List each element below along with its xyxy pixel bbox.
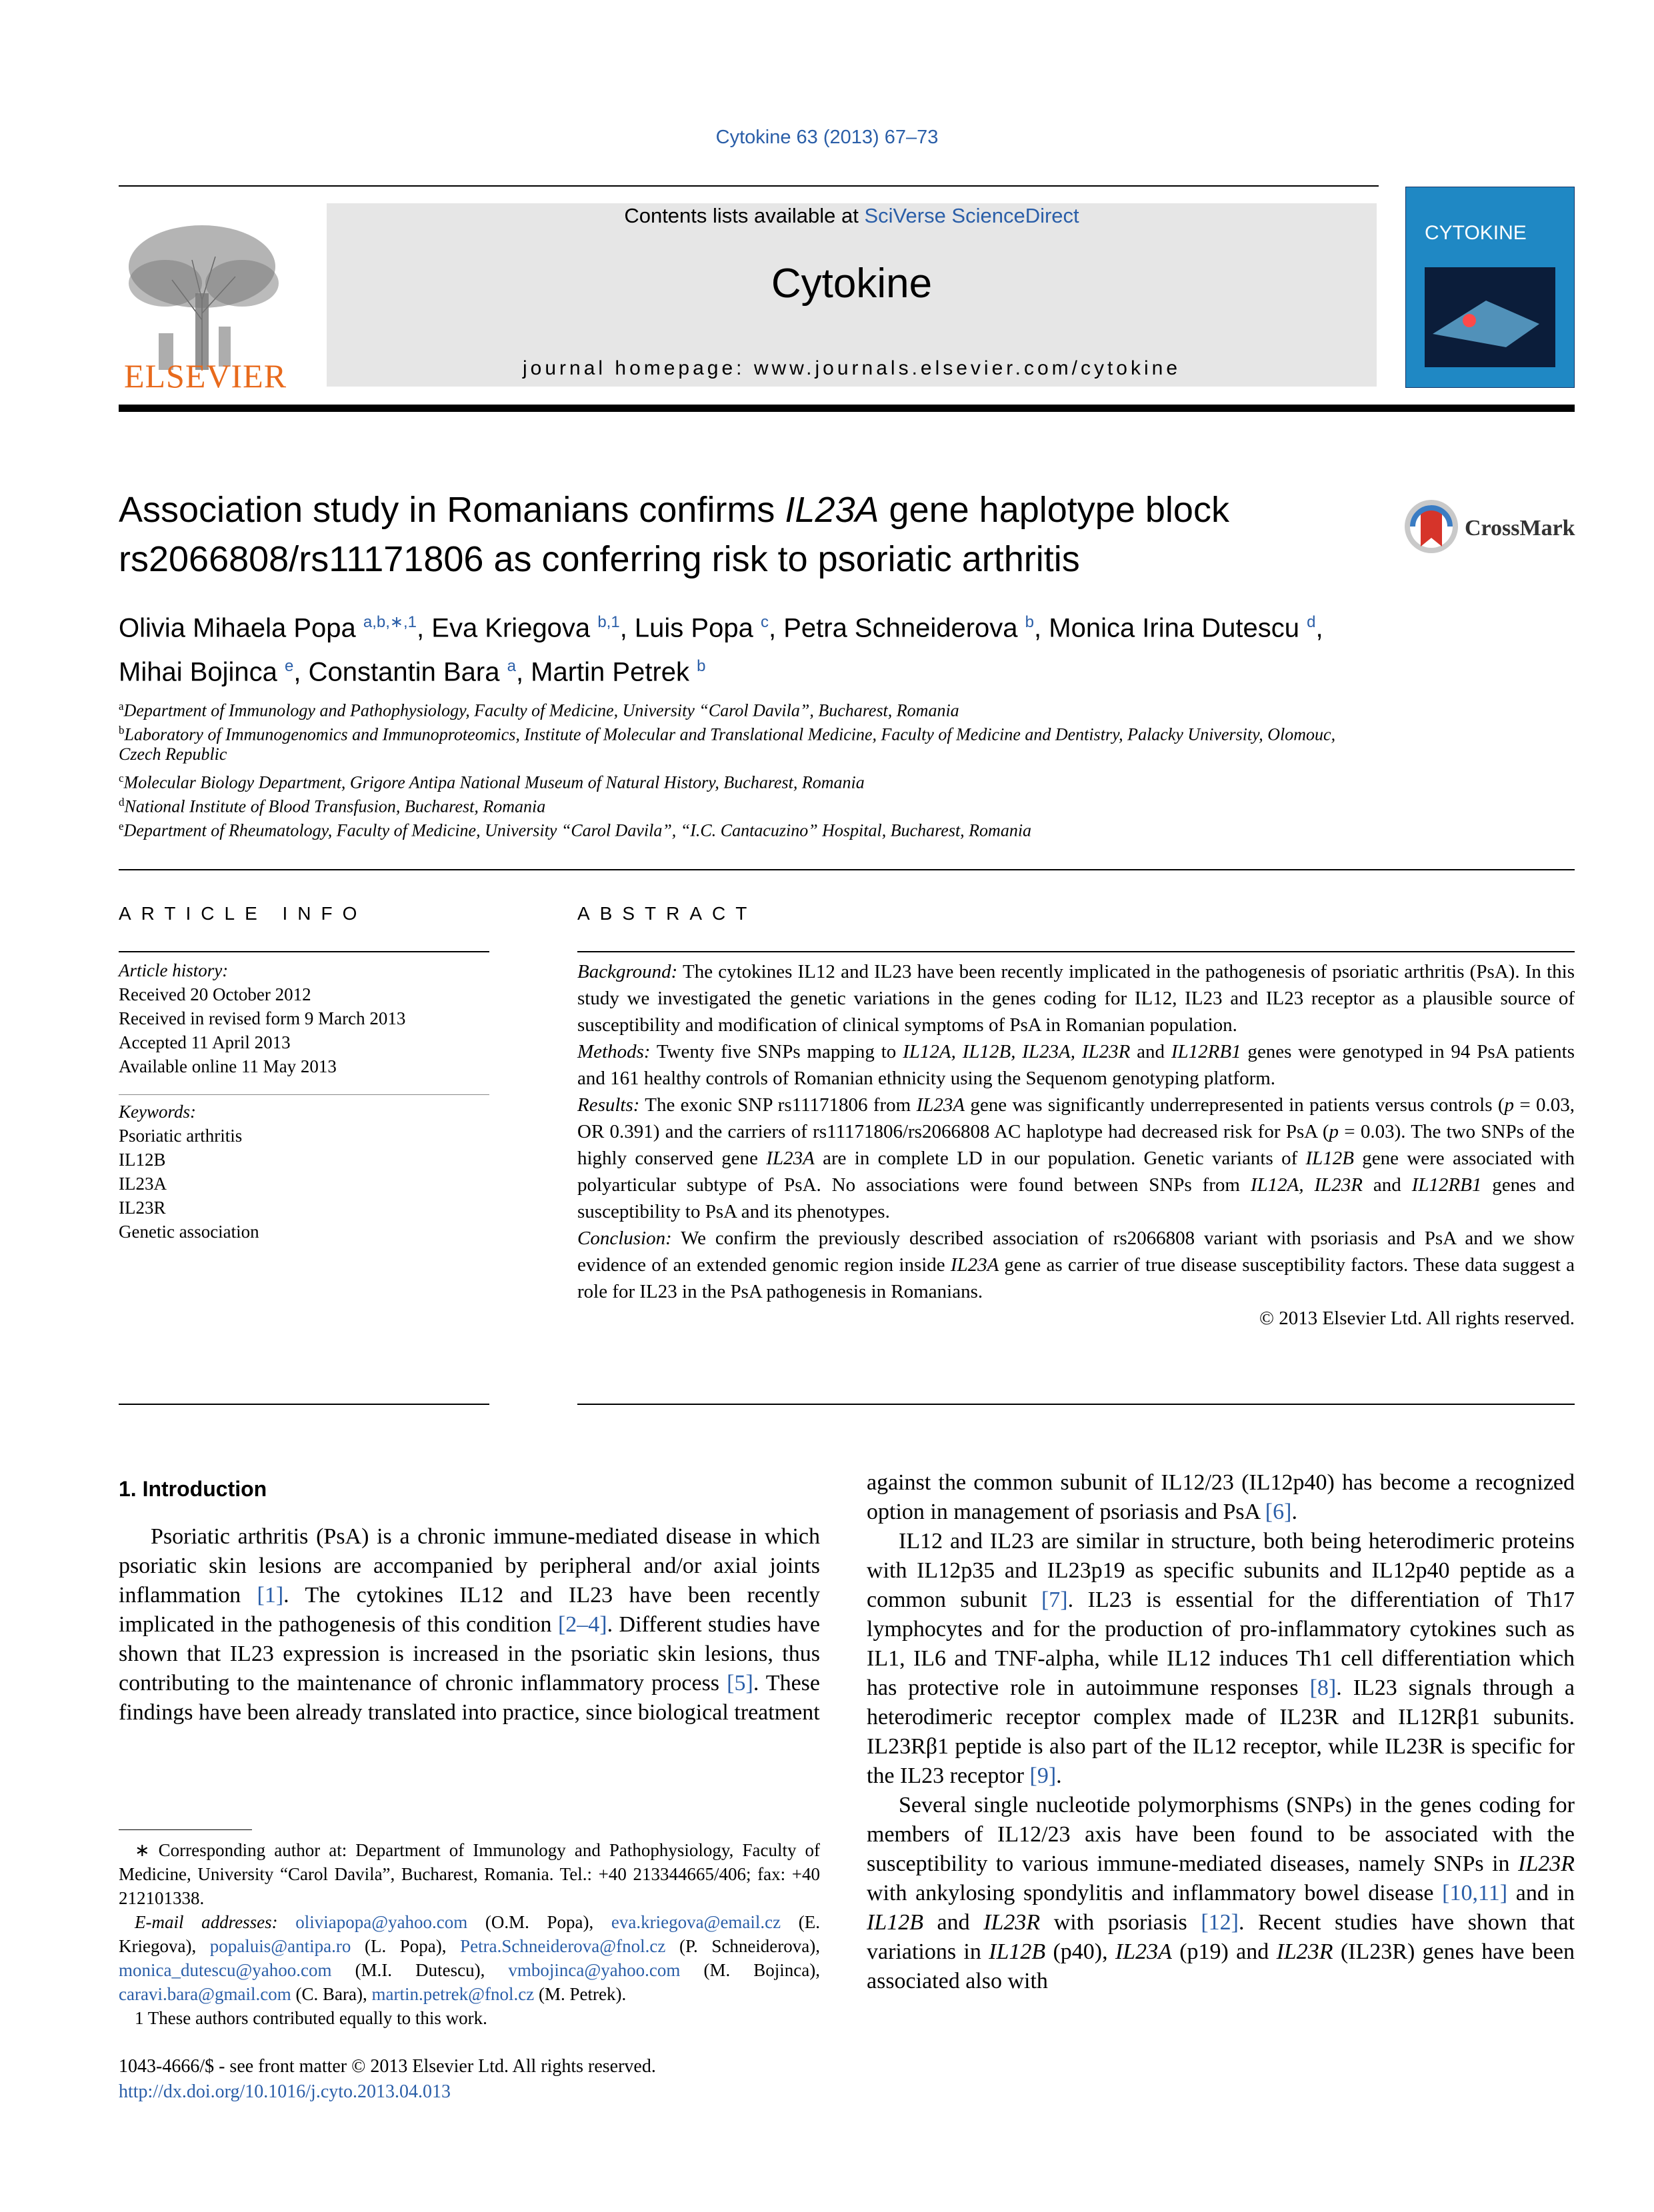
- affiliation-rule: [119, 869, 1575, 870]
- paragraph: IL12 and IL23 are similar in structure, both being heterodimeric proteins with IL12p35 and IL23p19 as specific subunits and IL12p40 peptide as a common subunit [7]. IL23 is essential for the differentiation of Th17 lymphocytes and for the production of pro-inflammatory cytokines such as IL1, IL6 and TNF-alpha, while IL12 induces Th1 cell differentiation which has protective role in autoimmune responses [8]. IL23 signals through a heterodimeric receptor complex made of IL23R and IL12Rβ1 subunits. IL23Rβ1 peptide is also part of the IL12 receptor, while IL23R is specific for the IL23 receptor [9].: [867, 1529, 1575, 1788]
- journal-cover: [1405, 187, 1575, 388]
- header-rule: [119, 185, 1379, 187]
- abstract-conclusion: Conclusion: We confirm the previously described association of rs2066808 variant with psoriasis and PsA and we show evidence of an extended genomic region inside IL23A gene as carrier of true disease susceptibility factors. These data suggest a role for IL23 in the PsA pathogenesis in Romanians.: [577, 1228, 1575, 1302]
- email-link[interactable]: monica_dutescu@yahoo.com: [119, 1960, 332, 1980]
- affiliation: $^e$Department of Rheumatology, Faculty of Medicine, University “Carol Davila”, “I.C. Cantacuzino” Hospital, Bucharest, Romania: [119, 820, 1032, 840]
- journal-reference[interactable]: Cytokine 63 (2013) 67–73: [715, 127, 939, 148]
- cover-image: [1406, 187, 1574, 387]
- paragraph: Several single nucleotide polymorphisms (SNPs) in the genes coding for members of IL12/23 axis have been found to be associated with the susceptibility to various immune-mediated diseases, namely SNPs in IL23R with ankylosing spondylitis and inflammatory bowel disease [10,11] and in IL12B and IL23R with psoriasis [12]. Recent studies have shown that variations in IL12B (p40), IL23A (p19) and IL23R (IL23R) genes have been associated also with: [867, 1793, 1575, 1993]
- email-link[interactable]: caravi.bara@gmail.com: [119, 1984, 291, 2004]
- keyword: IL12B: [119, 1150, 166, 1170]
- history-item: Available online 11 May 2013: [119, 1056, 337, 1076]
- bottom-publication-info: [119, 2054, 656, 2105]
- title-line-1: Association study in Romanians confirms IL23A gene haplotype block: [119, 490, 1229, 530]
- abstract-background: Background: The cytokines IL12 and IL23 have been recently implicated in the pathogenesis of psoriatic arthritis (PsA). In this study we investigated the genetic variations in the genes coding for IL12, IL23 and IL23 receptor as a plausible source of susceptibility and modification of clinical symptoms of PsA in Romanian population.: [577, 961, 1575, 1036]
- affiliation: $^c$Molecular Biology Department, Grigore Antipa National Museum of Natural History, Bucharest, Romania: [119, 772, 865, 792]
- history-item: Received 20 October 2012: [119, 984, 311, 1004]
- author[interactable]: Luis Popa: [634, 613, 753, 643]
- keyword: Genetic association: [119, 1222, 259, 1242]
- paragraph: Psoriatic arthritis (PsA) is a chronic immune-mediated disease in which psoriatic skin lesions are accompanied by peripheral and/or axial joints inflammation [1]. The cytokines IL12 and IL23 have been recently implicated in the pathogenesis of this condition [2–4]. Different studies have shown that IL23 expression is increased in the psoriatic skin lesions, thus contributing to the maintenance of chronic inflammatory process [5]. These findings have been already translated into practice, since biological treatment: [119, 1524, 821, 1725]
- issn-line: 1043-4666/$ - see front matter © 2013 Elsevier Ltd. All rights reserved.: [119, 2056, 656, 2077]
- divider: [119, 1094, 489, 1095]
- keyword: IL23R: [119, 1198, 166, 1218]
- paragraph: against the common subunit of IL12/23 (IL12p40) has become a recognized option in management of psoriasis and PsA [6].: [867, 1470, 1575, 1524]
- crossmark-badge[interactable]: [1403, 497, 1577, 556]
- keywords: Keywords: Psoriatic arthritis IL12B IL23A IL23R Genetic association: [119, 1100, 489, 1244]
- abstract-methods: Methods: Twenty five SNPs mapping to IL12A, IL12B, IL23A, IL23R and IL12RB1 genes were genotyped in 94 PsA patients and 161 healthy controls of Romanian ethnicity using the Sequenom genotyping platform.: [577, 1041, 1575, 1089]
- abstract-heading: ABSTRACT: [577, 903, 757, 924]
- contents-prefix: Contents lists available at: [624, 204, 865, 227]
- history-item: Received in revised form 9 March 2013: [119, 1008, 406, 1028]
- email-link[interactable]: oliviapopa@yahoo.com: [295, 1912, 468, 1932]
- citation-link[interactable]: [7]: [1041, 1588, 1068, 1612]
- divider: [577, 951, 1575, 952]
- body-left-column: [119, 1474, 820, 1727]
- footnote-rule: [119, 1829, 252, 1830]
- header-thick-rule: [119, 405, 1575, 412]
- citation-link[interactable]: [8]: [1309, 1675, 1337, 1700]
- citation-link[interactable]: [9]: [1029, 1763, 1057, 1788]
- citation-link[interactable]: [10,11]: [1442, 1881, 1508, 1905]
- elsevier-wordmark: ELSEVIER: [123, 357, 287, 395]
- citation-link[interactable]: [5]: [727, 1671, 753, 1695]
- citation-link[interactable]: [6]: [1265, 1500, 1292, 1524]
- author-list: Olivia Mihaela Popa $^{a,b,∗,1}$, Eva Kriegova $^{b,1}$, Luis Popa $^c$, Petra Schneiderova $^b$, Monica Irina Dutescu $^d$, Mihai Bojinca $^e$, Constantin Bara $^a$, Martin Petrek $^b$: [119, 613, 1323, 687]
- author[interactable]: Petra Schneiderova: [783, 613, 1018, 643]
- abstract-results: Results: The exonic SNP rs11171806 from IL23A gene was significantly underrepresented in patients versus controls (p = 0.03, OR 0.391) and the carriers of rs11171806/rs2066808 AC haplotype had decreased risk for PsA (p = 0.03). The two SNPs of the highly conserved gene IL23A are in complete LD in our population. Genetic variants of IL12B gene were associated with polyarticular subtype of PsA. No associations were found between SNPs from IL12A, IL23R and IL12RB1 genes and susceptibility to PsA and its phenotypes.: [577, 1094, 1575, 1222]
- keyword: IL23A: [119, 1174, 167, 1194]
- body-right-column: [867, 1468, 1575, 1996]
- history-item: Accepted 11 April 2013: [119, 1032, 291, 1052]
- article-history: Article history: Received 20 October 2012 Received in revised form 9 March 2013 Accepted 11 April 2013 Available online 11 May 2013: [119, 958, 489, 1078]
- cover-title: CYTOKINE: [1425, 222, 1527, 244]
- author[interactable]: Olivia Mihaela Popa: [119, 613, 356, 643]
- email-link[interactable]: popaluis@antipa.ro: [209, 1936, 351, 1956]
- affiliation: Czech Republic: [119, 744, 227, 764]
- affiliation: $^a$Department of Immunology and Pathophysiology, Faculty of Medicine, University “Carol Davila”, Bucharest, Romania: [119, 700, 959, 720]
- affiliation: $^b$Laboratory of Immunogenomics and Immunoproteomics, Institute of Molecular and Translational Medicine, Faculty of Medicine and Dentistry, Palacky University, Olomouc,: [119, 724, 1336, 744]
- equal-contribution-note: 1 These authors contributed equally to this work.: [135, 2008, 487, 2028]
- author[interactable]: Martin Petrek: [531, 657, 690, 687]
- author[interactable]: Monica Irina Dutescu: [1049, 613, 1299, 643]
- email-link[interactable]: vmbojinca@yahoo.com: [508, 1960, 681, 1980]
- citation-link[interactable]: [1]: [257, 1583, 284, 1608]
- journal-homepage[interactable]: journal homepage: www.journals.elsevier.com/cytokine: [522, 357, 1181, 379]
- abstract-body: [577, 958, 1575, 1332]
- affiliation: $^d$National Institute of Blood Transfusion, Bucharest, Romania: [119, 796, 546, 816]
- email-link[interactable]: martin.petrek@fnol.cz: [371, 1984, 535, 2004]
- divider: [577, 1404, 1575, 1405]
- email-addresses: E-mail addresses: oliviapopa@yahoo.com (O.M. Popa), eva.kriegova@email.cz (E. Kriegova), popaluis@antipa.ro (L. Popa), Petra.Schneiderova@fnol.cz (P. Schneiderova), monica_dutescu@yahoo.com (M.I. Dutescu), vmbojinca@yahoo.com (M. Bojinca), caravi.bara@gmail.com (C. Bara), martin.petrek@fnol.cz (M. Petrek).: [119, 1912, 821, 2004]
- title-line-2: rs2066808/rs11171806 as conferring risk to psoriatic arthritis: [119, 539, 1080, 579]
- contents-line: [327, 204, 1377, 228]
- email-link[interactable]: eva.kriegova@email.cz: [611, 1912, 781, 1932]
- author[interactable]: Mihai Bojinca: [119, 657, 277, 687]
- divider: [119, 951, 489, 952]
- keyword: Psoriatic arthritis: [119, 1126, 243, 1146]
- author[interactable]: Constantin Bara: [308, 657, 500, 687]
- section-heading: 1. Introduction: [119, 1477, 267, 1501]
- journal-name: Cytokine: [771, 261, 933, 307]
- copyright: © 2013 Elsevier Ltd. All rights reserved.: [1259, 1308, 1575, 1329]
- sciencedirect-link[interactable]: SciVerse ScienceDirect: [864, 204, 1079, 227]
- crossmark-label: CrossMark: [1465, 516, 1575, 541]
- citation-link[interactable]: [2–4]: [557, 1612, 607, 1637]
- divider: [119, 1404, 489, 1405]
- footnotes: [119, 1838, 820, 2030]
- article-title: [119, 485, 1372, 584]
- email-link[interactable]: Petra.Schneiderova@fnol.cz: [460, 1936, 666, 1956]
- article-info-heading: ARTICLE INFO: [119, 903, 367, 924]
- doi-link[interactable]: http://dx.doi.org/10.1016/j.cyto.2013.04.013: [119, 2081, 451, 2102]
- author[interactable]: Eva Kriegova: [431, 613, 591, 643]
- citation-link[interactable]: [12]: [1201, 1910, 1239, 1935]
- corresponding-author-note: ∗ Corresponding author at: Department of Immunology and Pathophysiology, Faculty of Medicine, University “Carol Davila”, Bucharest, Romania. Tel.: +40 213344665/406; fax: +40 212101338.: [119, 1840, 820, 1908]
